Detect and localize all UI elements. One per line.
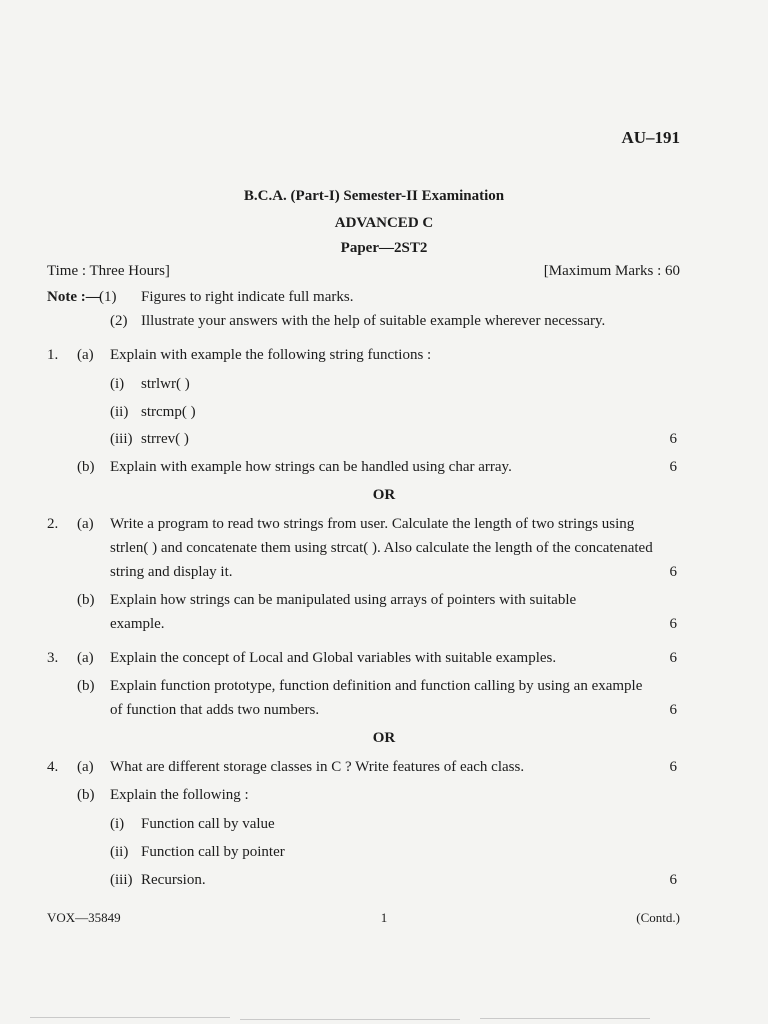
- marks: 6: [669, 564, 677, 580]
- note-label: Note :—: [47, 289, 101, 305]
- question-text: Explain how strings can be manipulated using arrays of pointers with suitable: [110, 592, 577, 608]
- note-item-text: Illustrate your answers with the help of suitable example wherever necessary.: [141, 313, 606, 329]
- marks: 6: [669, 650, 677, 666]
- subitem-text: Function call by pointer: [141, 844, 285, 860]
- question-part-label: (a): [77, 516, 94, 532]
- question-text: Explain the following :: [110, 787, 249, 803]
- question-text: strlen( ) and concatenate them using strcat( ). Also calculate the length of the concatenated: [110, 540, 653, 556]
- question-part-label: (b): [77, 459, 95, 475]
- scan-artifact-line: [240, 1019, 460, 1020]
- question-part-label: (a): [77, 650, 94, 666]
- question-number: 1.: [47, 347, 59, 363]
- question-part-label: (b): [77, 592, 95, 608]
- subitem-text: strlwr( ): [141, 376, 190, 392]
- question-number: 3.: [47, 650, 59, 666]
- marks: 6: [669, 702, 677, 718]
- question-part-label: (a): [77, 347, 94, 363]
- subitem-number: (i): [110, 816, 125, 832]
- subitem-text: strrev( ): [141, 431, 189, 447]
- paper-number: Paper—2ST2: [340, 240, 428, 256]
- note-item-number: (2): [110, 313, 128, 329]
- marks: 6: [669, 459, 677, 475]
- marks: 6: [669, 616, 677, 632]
- subitem-number: (iii): [110, 872, 133, 888]
- marks: 6: [669, 431, 677, 447]
- time-allowed: Time : Three Hours]: [47, 263, 170, 279]
- question-text: example.: [110, 616, 165, 632]
- note-item-text: Figures to right indicate full marks.: [141, 289, 354, 305]
- question-number: 2.: [47, 516, 59, 532]
- marks: 6: [669, 872, 677, 888]
- question-part-label: (b): [77, 678, 95, 694]
- subitem-text: Function call by value: [141, 816, 275, 832]
- marks: 6: [669, 759, 677, 775]
- question-text: What are different storage classes in C ? Write features of each class.: [110, 759, 525, 775]
- scan-artifact-line: [480, 1018, 650, 1019]
- subitem-number: (i): [110, 376, 125, 392]
- question-text: string and display it.: [110, 564, 233, 580]
- question-text: Explain with example the following string functions :: [110, 347, 432, 363]
- or-separator: OR: [372, 730, 396, 746]
- subitem-text: Recursion.: [141, 872, 206, 888]
- question-text: Explain the concept of Local and Global variables with suitable examples.: [110, 650, 557, 666]
- maximum-marks: [Maximum Marks : 60: [543, 263, 680, 279]
- page-number: 1: [380, 910, 388, 925]
- subitem-number: (ii): [110, 404, 129, 420]
- or-separator: OR: [372, 487, 396, 503]
- question-text: of function that adds two numbers.: [110, 702, 320, 718]
- paper-serial: VOX—35849: [47, 910, 121, 925]
- subject-title: ADVANCED C: [334, 215, 434, 231]
- scan-artifact-line: [30, 1017, 230, 1018]
- subitem-number: (iii): [110, 431, 133, 447]
- continued-label: (Contd.): [636, 910, 680, 925]
- question-number: 4.: [47, 759, 59, 775]
- note-item-number: (1): [99, 289, 117, 305]
- question-text: Explain function prototype, function definition and function calling by using an example: [110, 678, 643, 694]
- question-part-label: (b): [77, 787, 95, 803]
- subitem-number: (ii): [110, 844, 129, 860]
- question-text: Explain with example how strings can be handled using char array.: [110, 459, 512, 475]
- subitem-text: strcmp( ): [141, 404, 196, 420]
- paper-code: AU–191: [621, 128, 680, 147]
- exam-title: B.C.A. (Part-I) Semester-II Examination: [243, 188, 505, 204]
- question-part-label: (a): [77, 759, 94, 775]
- question-text: Write a program to read two strings from user. Calculate the length of two strings using: [110, 516, 635, 532]
